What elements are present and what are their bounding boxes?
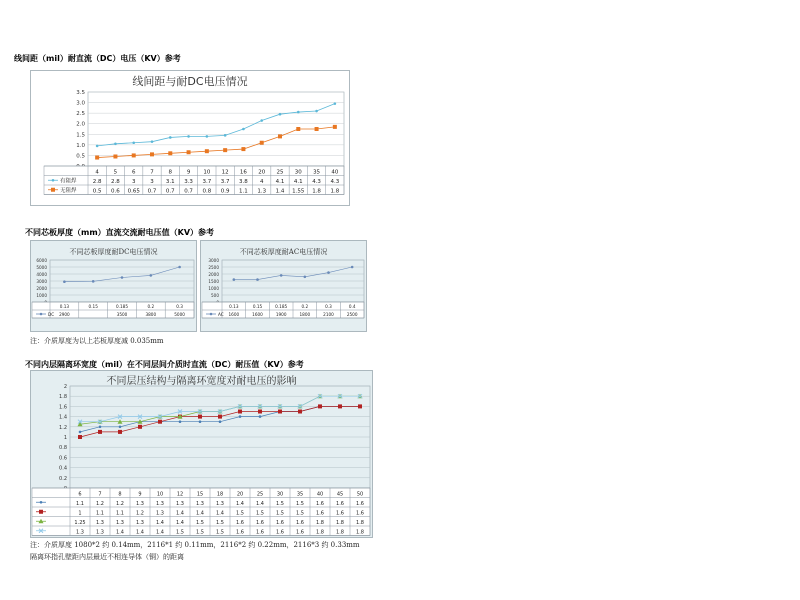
section3-note-2: 隔离环指孔壁距内层最近不相连导体（铜）的距离 <box>30 553 184 561</box>
table-cell: 1.8 <box>312 188 321 195</box>
section3-note-1: 注：介质厚度 1080*2 约 0.14mm，2116*1 约 0.11mm，2116*2 约 0.22mm，2116*3 约 0.33mm <box>30 541 360 549</box>
table-cell: 1.8 <box>356 520 364 526</box>
table-cell: 1.3 <box>116 520 124 526</box>
legend-marker <box>52 179 55 182</box>
table-cell: 1600 <box>228 312 240 317</box>
data-point <box>151 140 154 143</box>
y-tick-label: 1000 <box>36 293 47 298</box>
table-cell: 3500 <box>116 312 128 317</box>
data-point <box>260 119 263 122</box>
table-cell: 1.4 <box>236 501 244 507</box>
y-tick-label: 4000 <box>36 272 47 277</box>
data-point <box>296 127 300 131</box>
table-cell: 1.6 <box>356 510 364 517</box>
chart-isolation-ring <box>30 370 373 538</box>
data-point <box>298 410 302 414</box>
table-cell: 1.6 <box>336 501 344 507</box>
table-cell: 1 <box>78 510 82 517</box>
table-cell: 1.6 <box>276 520 284 526</box>
table-cell: 1.4 <box>216 510 224 517</box>
x-category-label: 35 <box>296 491 304 498</box>
legend-marker <box>40 313 43 316</box>
data-point <box>242 128 245 131</box>
x-category-label: 0.3 <box>325 304 332 309</box>
data-point <box>315 127 319 131</box>
data-point <box>334 102 337 105</box>
table-cell: 3.1 <box>165 179 175 185</box>
table-cell: 1.55 <box>292 188 305 195</box>
chart-title: 不同芯板厚度耐DC电压情况 <box>69 248 158 256</box>
table-cell: 2.8 <box>92 179 102 185</box>
table-cell: 0.7 <box>165 188 175 195</box>
table-cell: 0.6 <box>111 188 120 195</box>
data-point <box>113 154 117 158</box>
table-cell: 1.8 <box>336 520 344 526</box>
x-category-label: 7 <box>150 169 154 176</box>
data-point <box>223 148 227 152</box>
data-point <box>333 125 337 129</box>
y-tick-label: 0.4 <box>59 465 67 472</box>
table-cell: 1.6 <box>236 520 244 526</box>
y-tick-label: 0.2 <box>59 475 67 482</box>
x-category-label: 40 <box>331 169 339 176</box>
chart-spacing-dc <box>30 70 350 206</box>
y-tick-label: 2.5 <box>76 111 85 118</box>
table-cell: 1.1 <box>76 501 84 507</box>
data-point <box>238 410 242 414</box>
table-cell: 1.5 <box>276 510 284 517</box>
table-cell: 5000 <box>174 312 185 317</box>
table-cell: 1.3 <box>136 520 144 526</box>
x-category-label: 20 <box>236 491 244 498</box>
table-cell: 2500 <box>346 312 358 317</box>
data-point <box>95 156 99 160</box>
x-category-label: 16 <box>239 169 247 176</box>
table-cell: 2.8 <box>111 179 120 185</box>
table-cell: 1.5 <box>216 529 224 536</box>
table-cell: 1.5 <box>256 510 264 517</box>
x-category-label: 0.15 <box>252 304 263 309</box>
table-cell: 1.6 <box>356 501 364 507</box>
legend-marker <box>210 313 213 316</box>
x-category-label: 8 <box>118 491 122 498</box>
x-category-label: 7 <box>98 491 102 498</box>
x-category-label: 0.4 <box>348 304 356 309</box>
table-cell: 0.5 <box>92 188 102 195</box>
x-category-label: 0.185 <box>275 304 288 309</box>
x-category-label: 20 <box>258 169 266 176</box>
table-cell: 0.8 <box>202 188 212 195</box>
data-point <box>99 426 102 429</box>
x-category-label: 6 <box>78 491 82 498</box>
y-tick-label: 0.5 <box>76 153 85 160</box>
chart-core-dc-svg <box>30 240 197 332</box>
table-cell: 1.3 <box>156 501 164 507</box>
legend-marker <box>51 188 55 192</box>
table-cell: 1.5 <box>276 501 284 507</box>
table-cell: 1.8 <box>316 520 324 526</box>
table-cell: 4.3 <box>330 179 340 185</box>
table-cell: 1.6 <box>256 529 264 536</box>
legend-label: 有阻焊 <box>60 178 77 185</box>
x-category-label: 12 <box>221 169 229 176</box>
data-point <box>358 404 362 408</box>
data-point <box>259 415 262 418</box>
table-cell: 1.1 <box>96 510 104 517</box>
x-category-label: 0.13 <box>59 304 70 309</box>
data-point <box>96 145 99 148</box>
x-category-label: 8 <box>168 169 173 176</box>
table-cell: 1.6 <box>276 529 284 536</box>
table-cell: 1.6 <box>296 520 304 526</box>
table-cell: 0.9 <box>220 188 230 195</box>
y-tick-label: 1.4 <box>59 414 67 421</box>
table-cell: 1.4 <box>275 188 285 195</box>
table-cell: 3.8 <box>239 179 248 185</box>
data-point <box>150 152 154 156</box>
table-cell: 1.4 <box>156 529 164 536</box>
data-point <box>338 404 342 408</box>
table-cell: 1.8 <box>316 529 324 536</box>
x-category-label: 25 <box>276 169 284 176</box>
y-tick-label: 3000 <box>208 258 219 263</box>
y-tick-label: 3.5 <box>76 90 85 96</box>
data-point <box>327 271 330 274</box>
table-cell: 4.3 <box>312 179 321 185</box>
data-point <box>318 404 322 408</box>
table-cell: 1.4 <box>116 529 124 536</box>
data-point <box>114 143 117 146</box>
table-cell: 1.8 <box>330 188 340 195</box>
x-category-label: 5 <box>113 169 118 176</box>
y-tick-label: 6000 <box>36 258 47 263</box>
data-point <box>278 410 282 414</box>
y-tick-label: 1.6 <box>59 404 67 411</box>
table-cell: 1.5 <box>216 520 224 526</box>
y-tick-label: 1.5 <box>76 132 85 139</box>
data-point <box>169 136 172 139</box>
chart-core-ac <box>200 240 367 332</box>
x-category-label: 9 <box>186 169 191 176</box>
data-point <box>233 278 236 281</box>
table-cell: 3 <box>131 179 136 185</box>
section1-heading: 线间距（mil）耐直流（DC）电压（KV）参考 <box>14 54 181 63</box>
table-cell: 1.6 <box>296 529 304 536</box>
table-cell: 1.1 <box>239 188 248 195</box>
legend-label: DC <box>48 312 55 317</box>
data-point <box>205 149 209 153</box>
table-cell: 1900 <box>275 312 287 317</box>
x-category-label: 12 <box>176 491 184 498</box>
data-point <box>63 280 66 283</box>
y-tick-label: 2.0 <box>76 121 85 128</box>
x-category-label: 0.185 <box>116 304 128 309</box>
x-category-label: 30 <box>276 491 284 498</box>
table-cell: 1.5 <box>196 520 204 526</box>
table-cell: 1.3 <box>196 501 204 507</box>
data-point <box>178 266 181 269</box>
table-cell: 1.4 <box>156 520 164 526</box>
table-cell: 1.3 <box>176 501 184 507</box>
data-point <box>241 147 245 151</box>
y-tick-label: 1.0 <box>76 142 85 149</box>
x-category-label: 18 <box>216 491 224 498</box>
data-point <box>297 111 300 114</box>
y-tick-label: 5000 <box>36 265 47 270</box>
table-cell: 0.65 <box>127 188 140 195</box>
table-cell: 1.3 <box>216 501 224 507</box>
table-cell: 2100 <box>323 312 334 317</box>
table-cell: 1.5 <box>196 529 204 536</box>
chart-title: 线间距与耐DC电压情况 <box>132 75 248 88</box>
y-tick-label: 0.6 <box>59 455 67 462</box>
y-tick-label: 1500 <box>208 279 219 284</box>
data-point <box>258 410 262 414</box>
x-category-label: 10 <box>156 491 164 498</box>
table-cell: 1.6 <box>236 529 244 536</box>
y-tick-label: 0.8 <box>59 445 67 452</box>
table-cell: 1.5 <box>296 510 304 517</box>
y-tick-label: 2500 <box>208 265 219 270</box>
data-point <box>206 135 209 138</box>
y-tick-label: 2000 <box>208 272 219 277</box>
table-cell: 3.3 <box>184 179 193 185</box>
x-category-label: 50 <box>356 491 364 498</box>
table-cell: 1.5 <box>296 501 304 507</box>
data-point <box>351 266 354 269</box>
table-cell: 1.2 <box>116 501 124 507</box>
chart-spacing-dc-svg <box>30 70 350 206</box>
data-point <box>98 430 102 434</box>
x-category-label: 0.13 <box>229 304 239 309</box>
data-point <box>119 426 122 429</box>
section2-note: 注：介质厚度为以上芯板厚度减 0.035mm <box>30 337 164 345</box>
table-cell: 0.7 <box>147 188 157 195</box>
data-point <box>187 150 191 154</box>
data-point <box>280 274 283 277</box>
x-category-label: 4 <box>95 169 99 176</box>
x-category-label: 40 <box>316 491 324 498</box>
table-cell: 4 <box>259 179 264 185</box>
data-point <box>198 415 202 419</box>
y-tick-label: 1 <box>63 435 67 441</box>
data-point <box>158 420 162 424</box>
data-point <box>150 274 153 277</box>
data-point <box>219 420 222 423</box>
table-cell: 1.4 <box>196 510 204 517</box>
data-point <box>239 415 242 418</box>
table-cell: 1.4 <box>256 501 264 507</box>
y-tick-label: 1.8 <box>59 394 67 401</box>
x-category-label: 10 <box>203 169 211 176</box>
table-cell: 1.3 <box>96 520 104 526</box>
table-cell: 1.2 <box>96 501 104 507</box>
chart-title: 不同层压结构与隔离环宽度对耐电压的影响 <box>106 376 297 387</box>
table-cell: 1.8 <box>356 529 364 536</box>
data-point <box>218 415 222 419</box>
section2-heading: 不同芯板厚度（mm）直流交流耐电压值（KV）参考 <box>25 228 215 237</box>
legend-label: 无阻焊 <box>60 187 77 194</box>
data-point <box>138 425 142 429</box>
legend-marker <box>39 510 43 514</box>
table-cell: 1.4 <box>136 529 144 536</box>
data-point <box>78 435 82 439</box>
data-point <box>168 151 172 155</box>
table-cell: 1.6 <box>316 501 324 507</box>
data-point <box>199 420 202 423</box>
table-cell: 1.6 <box>316 510 324 517</box>
table-cell: 3.7 <box>220 179 230 185</box>
table-cell: 1.3 <box>156 510 164 517</box>
data-point <box>79 431 82 434</box>
x-category-label: 0.2 <box>147 304 155 309</box>
table-cell: 3.7 <box>202 179 212 185</box>
data-point <box>315 110 318 113</box>
data-point <box>260 141 264 145</box>
table-cell: 1.4 <box>176 520 184 526</box>
table-cell: 1.4 <box>176 510 184 517</box>
x-category-label: 0.15 <box>88 304 98 309</box>
data-point <box>179 420 182 423</box>
x-category-label: 15 <box>196 491 204 498</box>
x-category-label: 35 <box>313 169 321 176</box>
data-point <box>224 134 227 137</box>
table-cell: 1.3 <box>76 529 84 536</box>
legend-label: AC <box>218 312 224 317</box>
table-cell: 1.1 <box>116 510 124 517</box>
table-cell: 1.5 <box>236 510 244 517</box>
table-cell: 1600 <box>252 312 263 317</box>
data-point <box>132 141 135 144</box>
data-point <box>256 278 259 281</box>
x-category-label: 0.3 <box>176 304 183 309</box>
y-tick-label: 1000 <box>208 286 219 291</box>
x-category-label: 9 <box>138 491 142 498</box>
y-tick-label: 3000 <box>36 279 47 284</box>
table-cell: 3 <box>150 179 154 185</box>
data-point <box>278 134 282 138</box>
table-cell: 1.8 <box>336 529 344 536</box>
table-cell: 1800 <box>299 312 311 317</box>
x-category-label: 30 <box>294 169 302 176</box>
table-cell: 3800 <box>145 312 157 317</box>
y-tick-label: 3.0 <box>76 100 85 107</box>
table-cell: 4.1 <box>275 179 285 185</box>
y-tick-label: 2 <box>63 384 67 390</box>
x-category-label: 0.2 <box>301 304 309 309</box>
table-cell: 2900 <box>59 312 70 317</box>
table-cell: 1.3 <box>96 529 104 536</box>
chart-core-dc <box>30 240 197 332</box>
table-cell: 4.1 <box>293 179 303 185</box>
data-point <box>121 276 124 279</box>
chart-isolation-ring-svg <box>30 370 373 538</box>
data-point <box>279 113 282 116</box>
data-point <box>187 135 190 138</box>
chart-title: 不同芯板厚度耐AC电压情况 <box>239 248 328 256</box>
x-category-label: 25 <box>256 491 264 498</box>
table-cell: 1.5 <box>176 529 184 536</box>
data-point <box>132 153 136 157</box>
y-tick-label: 500 <box>211 293 219 298</box>
table-cell: 1.6 <box>256 520 264 526</box>
x-category-label: 6 <box>131 169 136 176</box>
table-cell: 1.25 <box>74 520 86 526</box>
chart-core-ac-svg <box>200 240 367 332</box>
table-cell: 1.6 <box>336 510 344 517</box>
legend-marker <box>40 501 43 504</box>
table-cell: 1.2 <box>136 510 144 517</box>
table-cell: 1.3 <box>257 188 267 195</box>
data-point <box>118 430 122 434</box>
x-category-label: 45 <box>336 491 344 498</box>
section3-heading: 不同内层隔离环宽度（mil）在不同层间介质时直流（DC）耐压值（KV）参考 <box>25 360 304 369</box>
table-cell: 0.7 <box>184 188 193 195</box>
y-tick-label: 1.2 <box>59 424 67 431</box>
table-cell: 1.3 <box>136 501 144 507</box>
data-point <box>92 280 95 283</box>
data-point <box>304 276 307 279</box>
y-tick-label: 2000 <box>36 286 47 291</box>
